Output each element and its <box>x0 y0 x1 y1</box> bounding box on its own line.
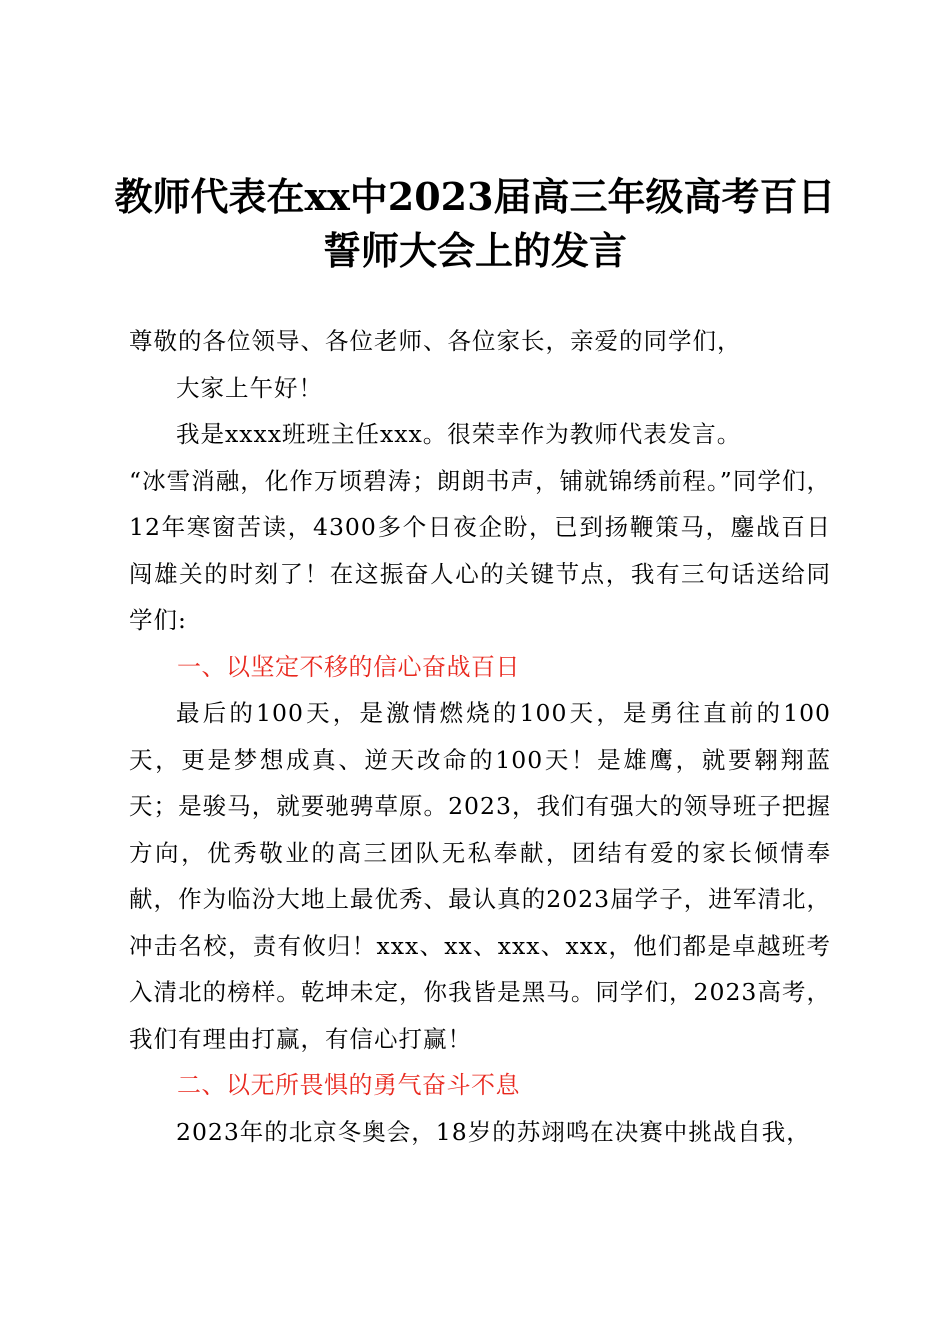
section-heading-2: 二、以无所畏惧的勇气奋斗不息 <box>177 1071 520 1099</box>
greeting: 大家上午好！ <box>176 373 323 402</box>
opening-paragraph: “冰雪消融，化作万顷碧涛；朗朗书声，铺就锦绣前程。”同学们，12年寒窗苦读，4300多个日夜企盼，已到扬鞭策马，鏖战百日闯雄关的时刻了！在这振奋人心的关键节点，我有三句话送给同学们: <box>129 466 831 634</box>
document-title: 教师代表在xx中2023届高三年级高考百日誓师大会上的发言 <box>114 174 836 273</box>
section-1-paragraph: 最后的100天，是激情燃烧的100天，是勇往直前的100天，更是梦想成真、逆天改命的100天！是雄鹰，就要翱翔蓝天；是骏马，就要驰骋草原。2023，我们有强大的领导班子把握方向，优秀敬业的高三团队无私奉献，团结有爱的家长倾情奉献，作为临汾大地上最优秀、最认真的2023届学子，进军清北，冲击名校，责有攸归！xxx、xx、xxx、xxx，他们都是卓越班考入清北的榜样。乾坤未定，你我皆是黑马。同学们，2023高考，我们有理由打赢，有信心打赢！ <box>129 699 831 1053</box>
salutation: 尊敬的各位领导、各位老师、各位家长，亲爱的同学们， <box>129 327 742 355</box>
intro-paragraph: 我是xxxx班班主任xxx。很荣幸作为教师代表发言。 <box>176 420 742 448</box>
section-heading-1: 一、以坚定不移的信心奋战百日 <box>177 652 520 681</box>
document-body <box>129 318 831 1155</box>
section-2-paragraph: 2023年的北京冬奥会，18岁的苏翊鸣在决赛中挑战自我， <box>176 1117 811 1146</box>
